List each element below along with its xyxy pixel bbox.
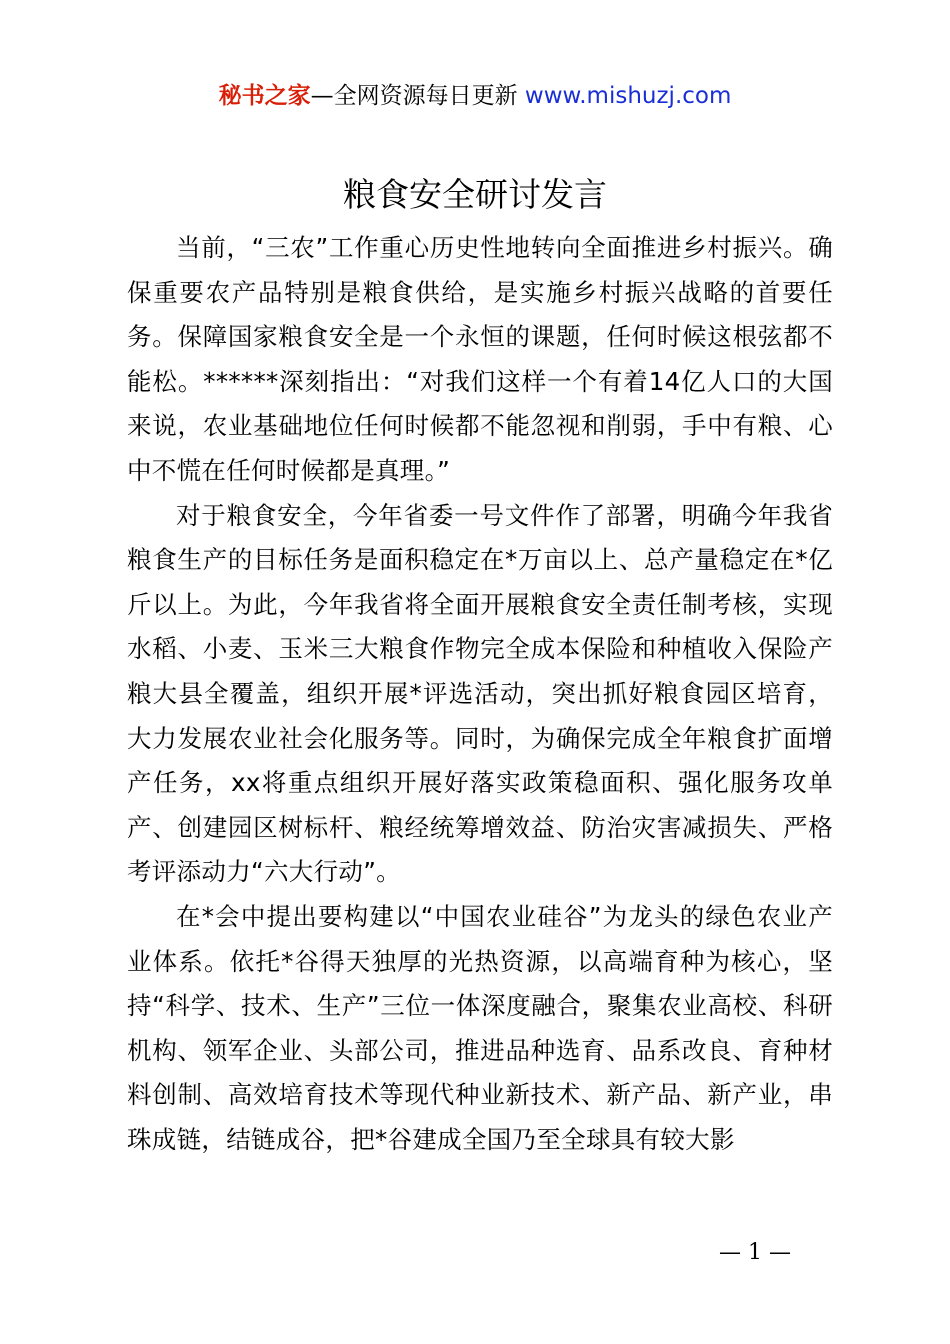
site-header (0, 80, 950, 112)
paragraph: 对于粮食安全，今年省委一号文件作了部署，明确今年我省粮食生产的目标任务是面积稳定在*万亩以上、总产量稳定在*亿斤以上。为此，今年我省将全面开展粮食安全责任制考核，实现水稻、小麦、玉米三大粮食作物完全成本保险和种植收入保险产粮大县全覆盖，组织开展*评选活动，突出抓好粮食园区培育，大力发展农业社会化服务等。同时，为确保完成全年粮食扩面增产任务，xx将重点组织开展好落实政策稳面积、强化服务攻单产、创建园区树标杆、粮经统筹增效益、防治灾害减损失、严格考评添动力“六大行动”。 (127, 500, 833, 887)
site-slogan: —全网资源每日更新 (310, 83, 525, 109)
site-brand: 秘书之家 (218, 83, 311, 109)
paragraph: 在*会中提出要构建以“中国农业硅谷”为龙头的绿色农业产业体系。依托*谷得天独厚的光热资源，以高端育种为核心，坚持“科学、技术、生产”三位一体深度融合，聚集农业高校、科研机构、领军企业、头部公司，推进品种选育、品系改良、育种材料创制、高效培育技术等现代种业新技术、新产品、新产业，串珠成链，结链成谷，把*谷建成全国乃至全球具有较大影 (127, 901, 833, 1154)
document-title: 粮食安全研讨发言 (343, 175, 607, 214)
document-body (127, 226, 833, 1162)
page-number: — 1 — (719, 1240, 791, 1265)
site-url-link[interactable]: www.mishuzj.com (524, 83, 732, 109)
paragraph: 当前，“三农”工作重心历史性地转向全面推进乡村振兴。确保重要农产品特别是粮食供给，是实施乡村振兴战略的首要任务。保障国家粮食安全是一个永恒的课题，任何时候这根弦都不能松。******深刻指出：“对我们这样一个有着14亿人口的大国来说，农业基础地位任何时候都不能忽视和削弱，手中有粮、心中不慌在任何时候都是真理。” (127, 233, 833, 485)
